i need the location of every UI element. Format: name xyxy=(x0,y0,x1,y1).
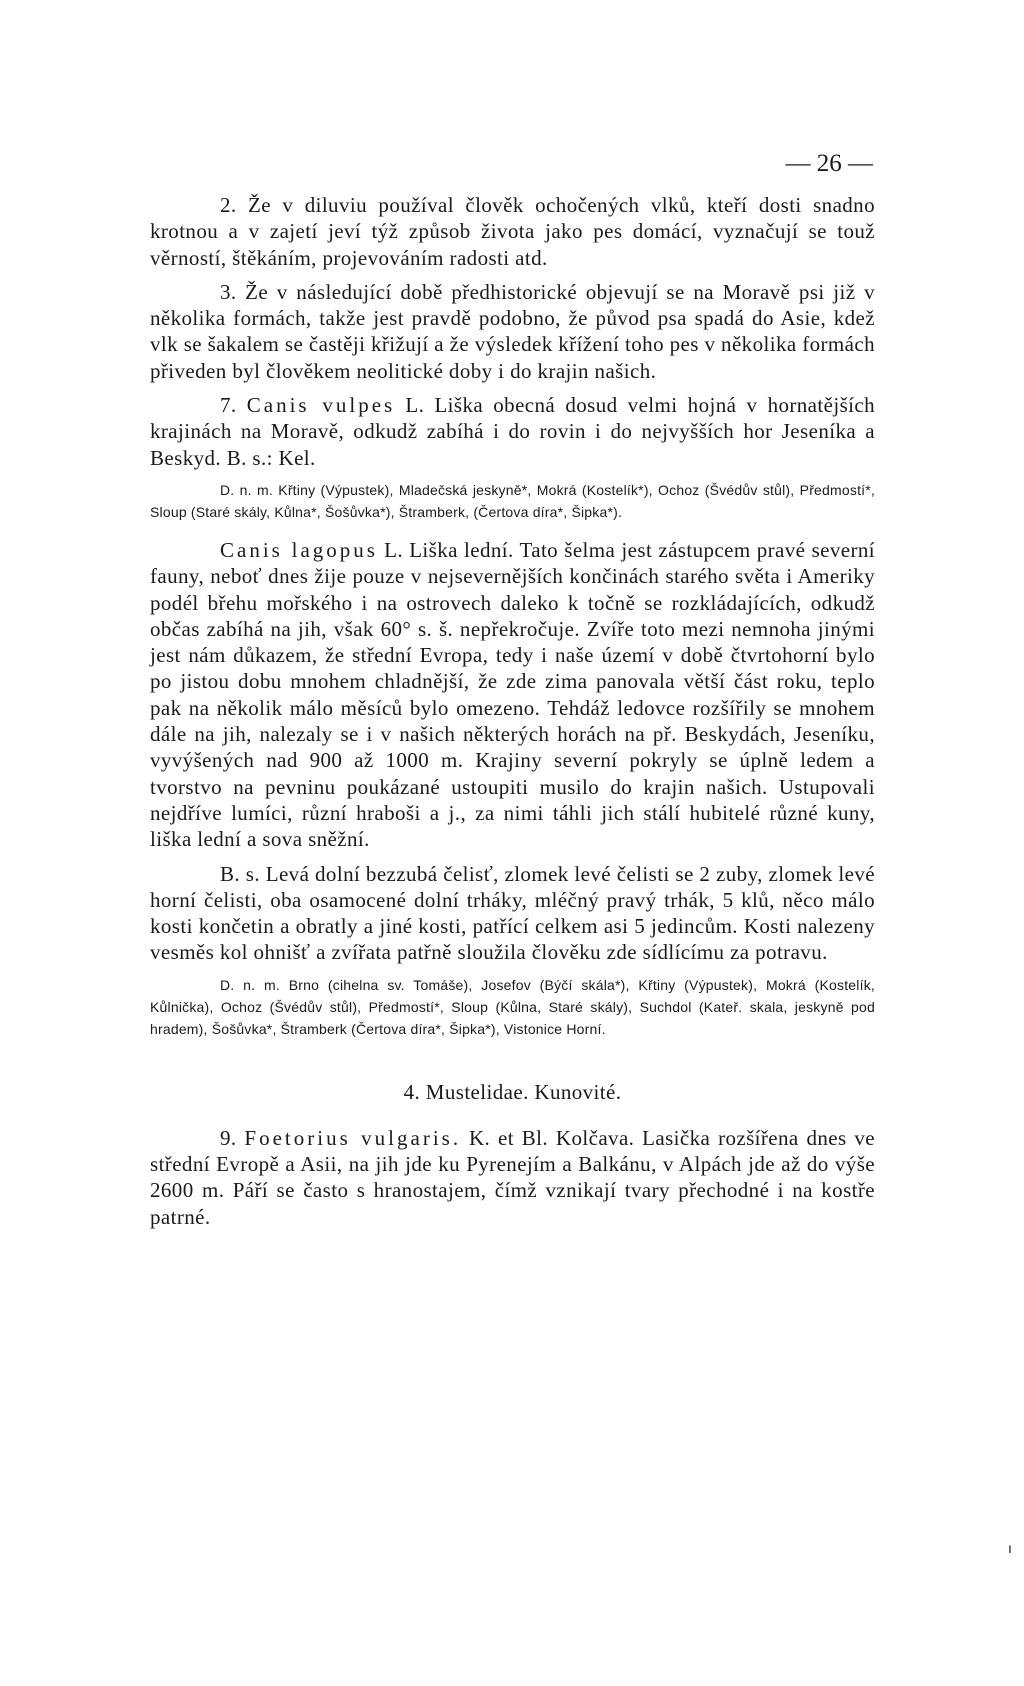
entry-text: L. Liška obecná dosud velmi hojná v hornatějších krajinách na Moravě, odkudž zabíhá i do rovin i do nejvyšších hor Jeseníka a Beskyd. B. s.: Kel. xyxy=(150,393,876,470)
paragraph-3: 3. Že v následující době předhistorické objevují se na Moravě psi již v několika formách, takže jest pravdě podobno, že původ psa spadá do Asie, kdež vlk se šakalem se častěji křižují a že výsledek křížení toho pes v několika formách přiveden byl člověkem neolitické doby i do krajin našich. xyxy=(150,279,875,383)
paragraph-2: 2. Že v diluviu používal člověk ochočených vlků, kteří dosti snadno krotnou a v zajetí jeví týž způsob života jako pes domácí, vyznačují se touž věrností, štěkáním, projevováním radosti atd. xyxy=(150,193,875,270)
canis-lagopus-entry xyxy=(150,537,875,853)
species-name: Foetorius vulgaris. xyxy=(244,1125,462,1150)
page-number: — 26 — xyxy=(785,150,873,177)
section-heading: 4. Mustelidae. Kunovité. xyxy=(403,1079,622,1104)
canis-lagopus-localities: D. n. m. Brno (cihelna sv. Tomáše), Josefov (Býčí skála*), Křtiny (Výpustek), Mokrá (Kostelík, Kůlnička), Ochoz (Švédův stůl), Předmostí*, Sloup (Kůlna, Staré skály), Suchdol (Kateř. skala, jeskyně pod hradem), Šošůvka*, Štramberk (Čertova díra*, Šipka*), Vistonice Horní. xyxy=(150,976,875,1037)
document-page xyxy=(150,150,875,1238)
edge-mark: ı xyxy=(1008,1540,1012,1556)
species-name: Canis lagopus xyxy=(220,537,378,562)
canis-vulpes-entry xyxy=(150,392,875,471)
entry-text: L. Liška lední. Tato šelma jest zástupcem pravé severní fauny, neboť dnes žije pouze v nejsevernějších končinách starého světa i Ameriky podél břehu mořského i na ostrovech daleko k točně se rozkládajících, odkudž občas zabíhá na jih, však 60° s. š. nepřekročuje. Zvíře toto mezi nemnoha jinými jest nám důkazem, že střední Evropa, tedy i naše území v době čtvrtohorní bylo po jistou dobu mnohem chladnější, že zde zima panovala větší část roku, teplo pak na několik málo měsíců bylo omezeno. Tehdáž ledovce rozšířily se mnohem dále na jih, nalezaly se i v našich některých horách na př. Beskydách, Jeseníku, vyvýšených nad 900 až 1000 m. Krajiny severní pokryly se úplně ledem a tvorstvo na pevninu poukázané ustoupiti musilo do krajin našich. Ustupovali nejdříve lumíci, různí hraboši a j., za nimi táhli jich stálí hubitelé různé kuny, liška lední a sova sněžní. xyxy=(150,537,876,852)
foetorius-entry xyxy=(150,1125,875,1230)
canis-vulpes-localities: D. n. m. Křtiny (Výpustek), Mladečská jeskyně*, Mokrá (Kostelík*), Ochoz (Švédův stůl), Předmostí*, Sloup (Staré skály, Kůlna*, Šošůvka*), Štramberk, (Čertova díra*, Šipka*). xyxy=(150,481,875,520)
entry-text: K. et Bl. Kolčava. Lasička rozšířena dnes ve střední Evropě a Asii, na jih jde ku Pyrenejím a Balkánu, v Alpách jde až do výše 2600 m. Páří se často s hranostajem, čímž vznikají tvary přechodné i na kostře patrné. xyxy=(150,1125,876,1229)
entry-number: 7. xyxy=(220,393,237,418)
entry-number: 9. xyxy=(220,1125,237,1150)
canis-lagopus-remains: B. s. Levá dolní bezzubá čelisť, zlomek levé čelisti se 2 zuby, zlomek levé horní čelisti, oba osamocené dolní trháky, mléčný pravý trhák, 5 klů, něco málo kosti končetin a obratly a jiné kosti, patřící celkem asi 5 jedincům. Kosti nalezeny vesměs kol ohnišť a zvířata patřně sloužila člověku zde sídlícímu za potravu. xyxy=(150,861,875,965)
species-name: Canis vulpes xyxy=(246,393,396,418)
